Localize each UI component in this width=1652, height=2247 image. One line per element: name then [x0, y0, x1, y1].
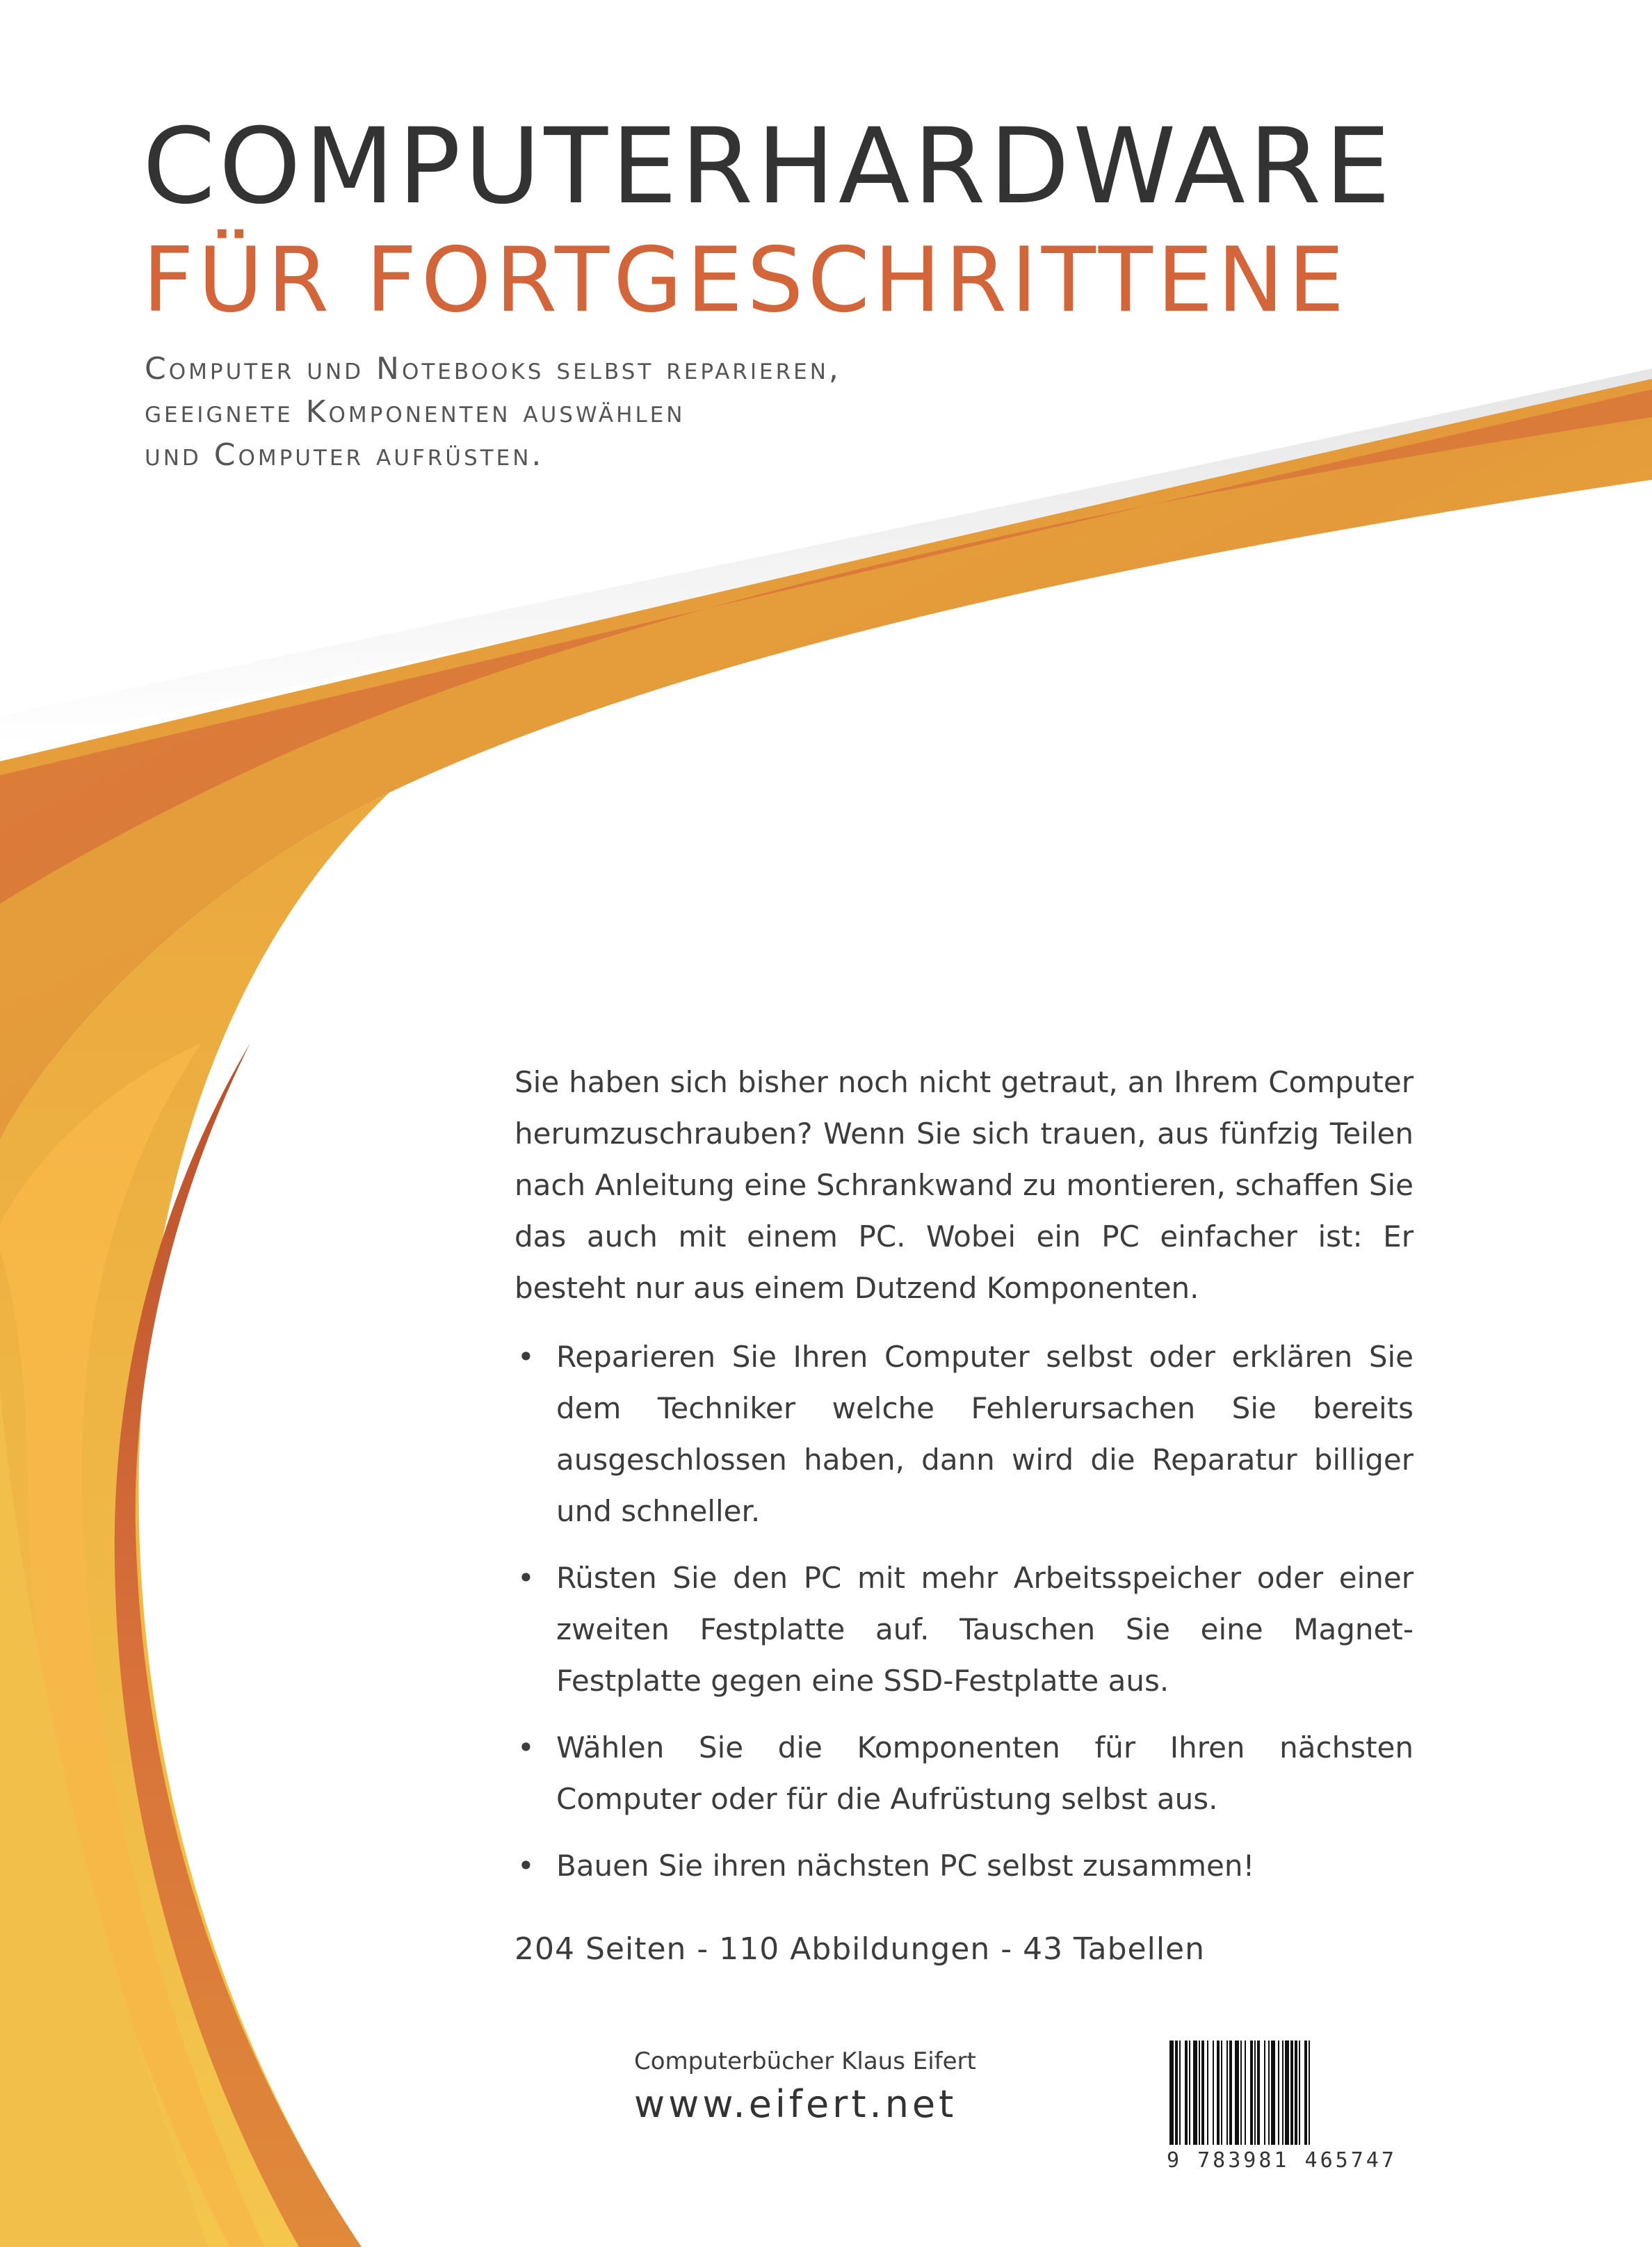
barcode-bar [1264, 2041, 1265, 2145]
barcode-bar [1240, 2041, 1242, 2145]
subtitle-line: Computer und Notebooks selbst reparieren, [145, 351, 841, 387]
barcode-bar [1271, 2041, 1275, 2145]
barcode-bar [1257, 2041, 1260, 2145]
feature-text: Reparieren Sie Ihren Computer selbst oder erklären Sie dem Techniker welche Fehlerursachen Sie bereits ausgeschlossen haben, dann wird die Reparatur billiger und schneller. [556, 1340, 1414, 1528]
feature-item [515, 1840, 1414, 1892]
barcode-bar [1185, 2041, 1188, 2145]
barcode-bar [1309, 2041, 1310, 2145]
barcode-bar [1169, 2041, 1174, 2145]
feature-item [515, 1552, 1414, 1707]
barcode-bar [1175, 2041, 1178, 2145]
barcode-bar [1213, 2041, 1214, 2145]
isbn-barcode [1168, 2041, 1439, 2145]
barcode-bar [1229, 2041, 1232, 2145]
barcode-bar [1226, 2041, 1228, 2145]
barcode-bar [1179, 2041, 1181, 2145]
intro-paragraph: Sie haben sich bisher noch nicht getraut, an Ihrem Computer herumzuschrauben? Wenn Sie sich trauen, aus fünfzig Teilen nach Anleitung eine Schrankwand zu montieren, schaffen Sie das auch mit einem PC. Wobei ein PC einfacher ist: Er besteht nur aus einem Dutzend Komponenten. [515, 1065, 1414, 1305]
publisher-name: Computerbücher Klaus Eifert [634, 2047, 976, 2075]
barcode-bar [1290, 2041, 1293, 2145]
feature-text: Wählen Sie die Komponenten für Ihren nächsten Computer oder für die Aufrüstung selbst aus. [556, 1730, 1414, 1816]
barcode-bar [1282, 2041, 1283, 2145]
feature-list [515, 1331, 1414, 1907]
feature-text: Bauen Sie ihren nächsten PC selbst zusammen! [556, 1849, 1255, 1883]
feature-text: Rüsten Sie den PC mit mehr Arbeitsspeicher oder einer zweiten Festplatte auf. Tauschen Sie eine Magnet-Festplatte gegen eine SSD-Festplatte aus. [556, 1561, 1414, 1698]
bullet-icon: • [517, 1340, 535, 1374]
barcode-bar [1295, 2041, 1297, 2145]
barcode-bar [1299, 2041, 1300, 2145]
feature-item [515, 1331, 1414, 1537]
book-title-accent: FÜR FORTGESCHRITTENE [143, 229, 1349, 332]
barcode-bar [1193, 2041, 1197, 2145]
barcode-bar [1278, 2041, 1279, 2145]
book-title: COMPUTERHARDWARE [143, 106, 1394, 227]
barcode-bar [1221, 2041, 1222, 2145]
barcode-bar [1201, 2041, 1204, 2145]
bullet-icon: • [517, 1730, 535, 1765]
book-subtitle [145, 348, 1188, 477]
subtitle-line: und Computer aufrüsten. [145, 437, 544, 473]
subtitle-line: geeignete Komponenten auswählen [145, 394, 686, 430]
barcode-bar [1235, 2041, 1239, 2145]
barcode-bar [1245, 2041, 1246, 2145]
barcode-bar [1254, 2041, 1256, 2145]
feature-item [515, 1722, 1414, 1825]
publisher-website: www.eifert.net [634, 2082, 957, 2126]
bullet-icon: • [517, 1849, 535, 1883]
barcode-bar [1207, 2041, 1208, 2145]
barcode-bar [1304, 2041, 1307, 2145]
barcode-bar [1268, 2041, 1270, 2145]
barcode-bar [1189, 2041, 1190, 2145]
barcode-bar [1250, 2041, 1253, 2145]
barcode-bar [1199, 2041, 1200, 2145]
barcode-bar [1285, 2041, 1289, 2145]
book-stats: 204 Seiten - 110 Abbildungen - 43 Tabellen [515, 1931, 1206, 1967]
bullet-icon: • [517, 1561, 535, 1595]
isbn-number: 9 783981 465747 [1167, 2148, 1397, 2173]
barcode-bar [1217, 2041, 1220, 2145]
